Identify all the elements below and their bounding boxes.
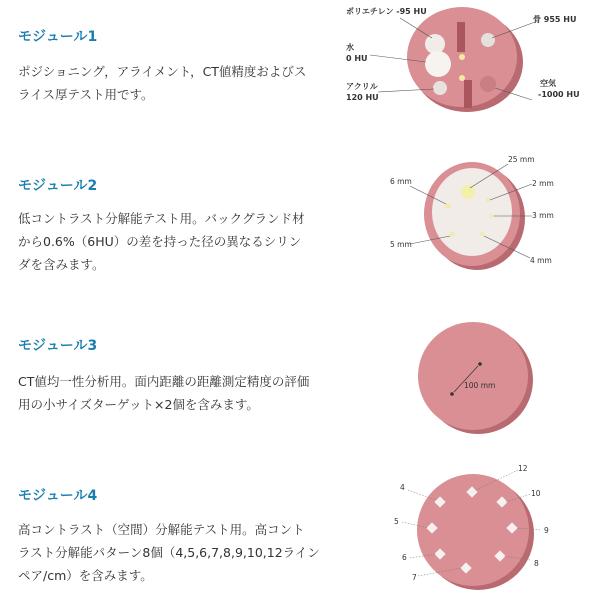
label-2mm: 2 mm xyxy=(532,179,554,188)
target-4mm xyxy=(480,232,484,236)
module-4-description xyxy=(18,518,328,587)
module-2-description-line: 低コントラスト分解能テスト用。バックグランド材 xyxy=(18,211,305,226)
module-1-phantom-figure xyxy=(340,0,590,112)
bone-label: 骨 955 HU xyxy=(533,15,577,24)
slice-ramp xyxy=(464,80,472,108)
label-25mm: 25 mm xyxy=(508,155,535,164)
label-6mm: 6 mm xyxy=(390,177,412,186)
label-4mm: 4 mm xyxy=(530,256,552,265)
air-hu-label: -1000 HU xyxy=(538,90,580,99)
label-10lp: 10 xyxy=(531,489,541,498)
label-5lp: 5 xyxy=(394,517,399,526)
air-insert xyxy=(480,76,496,92)
target-5mm xyxy=(450,232,455,237)
module-1-description xyxy=(18,60,328,106)
acrylic-hu-label: 120 HU xyxy=(346,93,379,102)
distance-target xyxy=(450,392,454,396)
target-3mm xyxy=(490,214,494,218)
module-3-description-line: 用の小サイズターゲット×2個を含みます。 xyxy=(18,397,259,412)
polyethylene-insert xyxy=(425,34,445,54)
label-5mm: 5 mm xyxy=(390,240,412,249)
center-marker xyxy=(459,54,465,60)
water-insert xyxy=(425,51,451,77)
module-2-description xyxy=(18,207,328,276)
bone-insert xyxy=(481,33,495,47)
module-3-phantom-figure xyxy=(410,318,540,438)
module-1-description-line: ポジショニング，アライメント，CT値精度およびス xyxy=(18,64,307,79)
module-3-description xyxy=(18,370,328,416)
label-4lp: 4 xyxy=(400,483,405,492)
slice-ramp xyxy=(457,22,465,52)
air-label: 空気 xyxy=(540,79,556,88)
module-4-title: モジュール4 xyxy=(18,488,98,504)
module-4-description-line: ラスト分解能パターン8個（4,5,6,7,8,9,10,12ライン xyxy=(18,545,320,560)
center-marker xyxy=(459,75,465,81)
target-2mm xyxy=(486,198,490,202)
module-1-title: モジュール1 xyxy=(18,29,98,45)
module-1-description-line: ライス厚テスト用です。 xyxy=(18,87,154,102)
module-2-title: モジュール2 xyxy=(18,178,98,194)
module-2-description-line: ダを含みます。 xyxy=(18,257,105,272)
water-label: 水 xyxy=(346,43,354,52)
label-8lp: 8 xyxy=(534,559,539,568)
module-2-description-line: から0.6%（6HU）の差を持った径の異なるシリン xyxy=(18,234,302,249)
distance-label: 100 mm xyxy=(464,381,496,390)
acrylic-insert xyxy=(433,81,447,95)
acrylic-label: アクリル xyxy=(346,82,378,91)
polyethylene-label: ポリエチレン -95 HU xyxy=(346,7,427,16)
label-6lp: 6 xyxy=(402,553,407,562)
contrast-insert-area xyxy=(432,168,512,256)
module-4-description-line: ペア/cm）を含みます。 xyxy=(18,568,153,583)
label-9lp: 9 xyxy=(544,526,549,535)
distance-target xyxy=(478,362,482,366)
module-3-description-line: CT値均一性分析用。面内距離の距離測定精度の評価 xyxy=(18,374,310,389)
target-25mm xyxy=(461,185,475,199)
water-hu-label: 0 HU xyxy=(346,54,368,63)
label-3mm: 3 mm xyxy=(532,211,554,220)
label-7lp: 7 xyxy=(412,573,417,582)
module-4-phantom-figure xyxy=(390,462,560,594)
disc-face xyxy=(418,322,528,430)
module-3-title: モジュール3 xyxy=(18,338,98,354)
label-12lp: 12 xyxy=(518,464,528,473)
module-4-description-line: 高コントラスト（空間）分解能テスト用。高コント xyxy=(18,522,305,537)
module-2-phantom-figure xyxy=(380,150,580,275)
